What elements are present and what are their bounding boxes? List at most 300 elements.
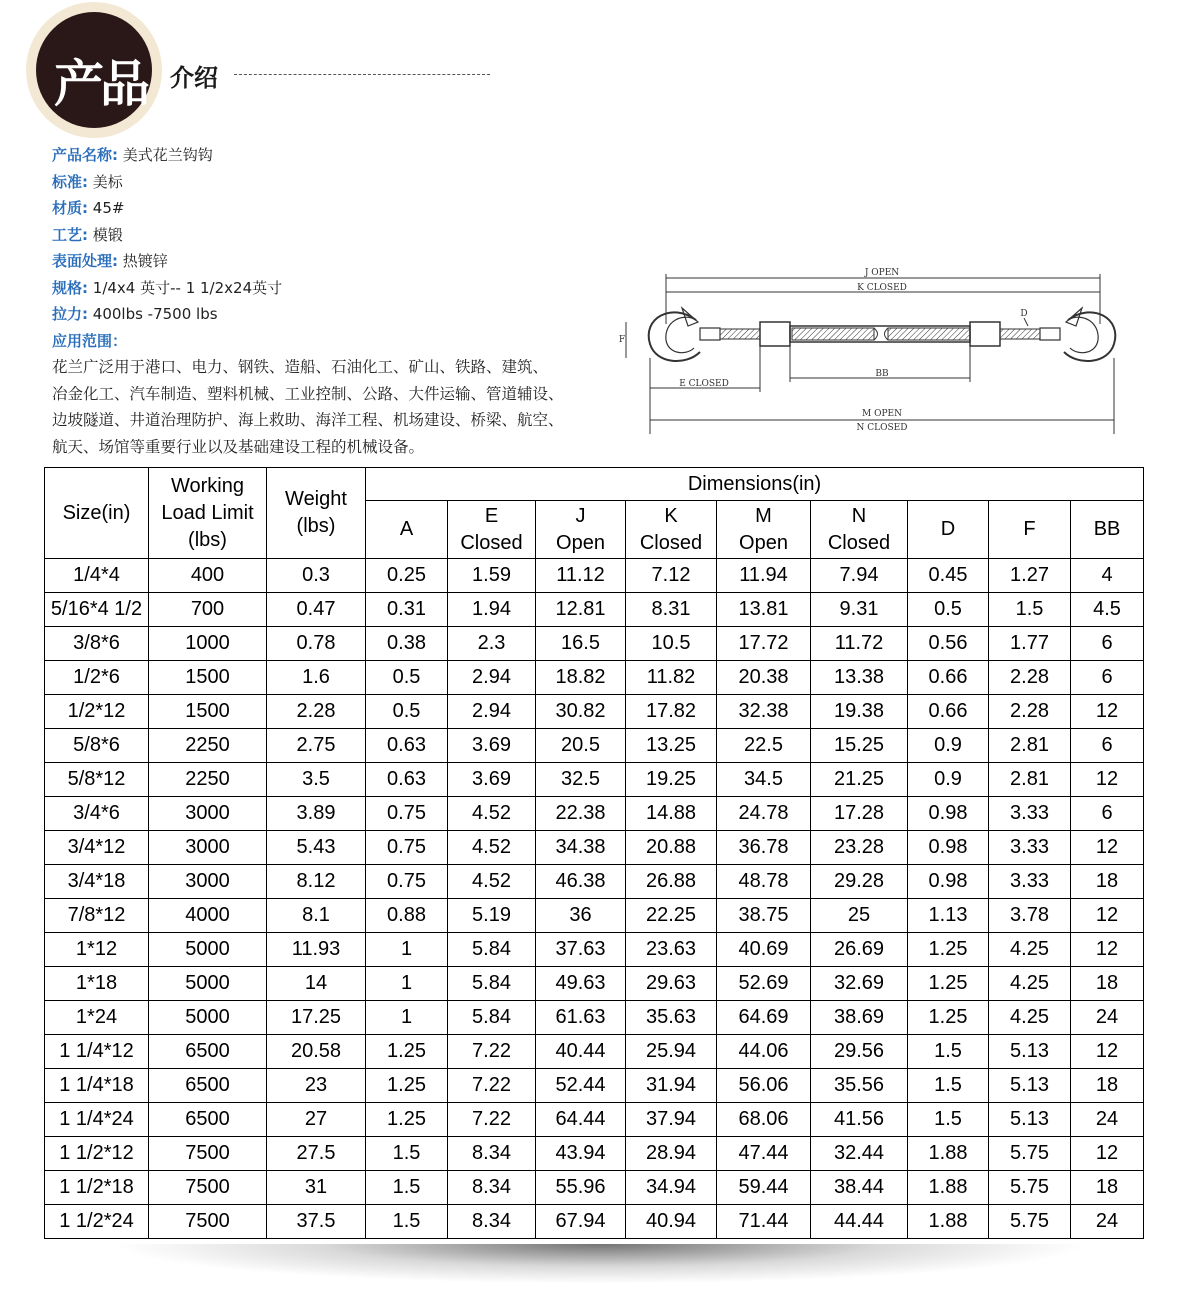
table-cell: 23.63: [626, 933, 717, 967]
table-cell: 36.78: [717, 831, 811, 865]
table-cell: 11.93: [267, 933, 366, 967]
info-row-tension: [52, 301, 612, 328]
table-cell: 34.38: [536, 831, 626, 865]
table-cell: 5.19: [448, 899, 536, 933]
table-cell: 12: [1071, 695, 1144, 729]
table-cell: 2.81: [989, 763, 1071, 797]
header-line: M: [755, 504, 772, 527]
badge-circle: [36, 12, 152, 128]
header-dimensions: Dimensions(in): [366, 468, 1144, 501]
table-cell: 25: [811, 899, 908, 933]
body-left-end: [760, 322, 790, 346]
header-line: Open: [739, 531, 788, 554]
spec-table: [44, 467, 1144, 1239]
table-cell: 26.88: [626, 865, 717, 899]
table-cell: 5.13: [989, 1069, 1071, 1103]
table-cell: 7500: [149, 1137, 267, 1171]
table-cell: 1.88: [908, 1137, 989, 1171]
table-cell: 4.52: [448, 865, 536, 899]
left-hook: [649, 312, 700, 361]
info-row-spec: [52, 275, 612, 302]
header-line: N: [851, 504, 867, 527]
table-cell: 2.75: [267, 729, 366, 763]
table-cell: 1.25: [366, 1103, 448, 1137]
application-text: [52, 354, 612, 460]
table-cell: 27: [267, 1103, 366, 1137]
table-cell: 5.75: [989, 1205, 1071, 1239]
table-cell: 18: [1071, 967, 1144, 1001]
info-row-application: [52, 328, 612, 355]
table-cell: 6: [1071, 661, 1144, 695]
header-line: Open: [556, 531, 605, 554]
table-cell: 0.66: [908, 661, 989, 695]
header-line: Working: [171, 474, 244, 497]
table-cell: 1: [366, 967, 448, 1001]
table-cell: 52.44: [536, 1069, 626, 1103]
table-cell: 12.81: [536, 593, 626, 627]
table-row: [45, 729, 1144, 763]
table-cell: 32.38: [717, 695, 811, 729]
table-cell: 44.44: [811, 1205, 908, 1239]
table-cell: 1*18: [45, 967, 149, 1001]
table-cell: 11.82: [626, 661, 717, 695]
table-cell: 1 1/4*18: [45, 1069, 149, 1103]
table-cell: 1.27: [989, 559, 1071, 593]
table-cell: 29.28: [811, 865, 908, 899]
table-cell: 0.5: [366, 695, 448, 729]
table-cell: 32.44: [811, 1137, 908, 1171]
table-cell: 1500: [149, 661, 267, 695]
table-cell: 36: [536, 899, 626, 933]
table-cell: 37.63: [536, 933, 626, 967]
table-cell: 35.56: [811, 1069, 908, 1103]
table-cell: 11.94: [717, 559, 811, 593]
table-cell: 5000: [149, 967, 267, 1001]
badge-text: 产品: [54, 55, 146, 113]
table-cell: 31: [267, 1171, 366, 1205]
table-cell: 8.34: [448, 1205, 536, 1239]
table-cell: 1.5: [908, 1069, 989, 1103]
table-cell: 5.84: [448, 933, 536, 967]
label-f: F: [618, 335, 626, 345]
table-cell: 0.45: [908, 559, 989, 593]
table-cell: 2.94: [448, 695, 536, 729]
table-cell: 3/4*18: [45, 865, 149, 899]
info-row-material: [52, 195, 612, 222]
table-cell: 7.22: [448, 1103, 536, 1137]
table-cell: 12: [1071, 1137, 1144, 1171]
label-bb: BB: [875, 369, 889, 379]
bottom-shadow: [110, 1244, 1090, 1284]
table-row: [45, 627, 1144, 661]
table-cell: 400: [149, 559, 267, 593]
table-cell: 5.13: [989, 1103, 1071, 1137]
header-line: J: [575, 504, 586, 527]
table-cell: 49.63: [536, 967, 626, 1001]
table-cell: 23.28: [811, 831, 908, 865]
header-line: (lbs): [188, 528, 227, 551]
table-cell: 29.63: [626, 967, 717, 1001]
table-cell: 18: [1071, 865, 1144, 899]
table-cell: 1500: [149, 695, 267, 729]
table-cell: 1.59: [448, 559, 536, 593]
table-cell: 1 1/2*12: [45, 1137, 149, 1171]
table-cell: 1.25: [908, 967, 989, 1001]
label-m-open: M OPEN: [862, 409, 902, 419]
section-title: 介绍: [170, 64, 218, 92]
table-cell: 56.06: [717, 1069, 811, 1103]
header-line: E: [484, 504, 499, 527]
table-cell: 4.25: [989, 967, 1071, 1001]
table-cell: 1.6: [267, 661, 366, 695]
table-cell: 1.25: [908, 1001, 989, 1035]
table-cell: 7/8*12: [45, 899, 149, 933]
table-cell: 0.98: [908, 865, 989, 899]
header-line: K: [664, 504, 678, 527]
table-cell: 46.38: [536, 865, 626, 899]
table-cell: 0.47: [267, 593, 366, 627]
info-row-surface: [52, 248, 612, 275]
table-cell: 38.44: [811, 1171, 908, 1205]
table-cell: 1 1/4*24: [45, 1103, 149, 1137]
product-info: [52, 142, 612, 460]
table-cell: 24: [1071, 1205, 1144, 1239]
table-cell: 3.5: [267, 763, 366, 797]
table-cell: 1*12: [45, 933, 149, 967]
table-cell: 9.31: [811, 593, 908, 627]
table-cell: 32.69: [811, 967, 908, 1001]
table-cell: 24: [1071, 1001, 1144, 1035]
table-cell: 7.22: [448, 1035, 536, 1069]
table-cell: 48.78: [717, 865, 811, 899]
table-cell: 5.75: [989, 1137, 1071, 1171]
table-cell: 8.31: [626, 593, 717, 627]
table-cell: 0.75: [366, 797, 448, 831]
table-cell: 11.12: [536, 559, 626, 593]
table-cell: 8.1: [267, 899, 366, 933]
table-cell: 3.69: [448, 763, 536, 797]
table-cell: 12: [1071, 763, 1144, 797]
info-row-standard: [52, 169, 612, 196]
info-label: 材质:: [52, 199, 88, 217]
table-row: [45, 1171, 1144, 1205]
table-cell: 0.5: [366, 661, 448, 695]
table-cell: 5000: [149, 1001, 267, 1035]
header-line: BB: [1093, 518, 1121, 540]
table-row: [45, 831, 1144, 865]
table-cell: 17.25: [267, 1001, 366, 1035]
header-line: F: [1023, 518, 1036, 540]
label-e-closed: E CLOSED: [679, 379, 729, 389]
table-cell: 5/8*6: [45, 729, 149, 763]
info-label: 工艺:: [52, 225, 88, 244]
table-row: [45, 933, 1144, 967]
table-cell: 5.84: [448, 1001, 536, 1035]
application-line: 航天、场馆等重要行业以及基础建设工程的机械设备。: [52, 437, 425, 456]
info-label: 表面处理:: [52, 252, 118, 270]
info-label: 拉力:: [52, 305, 88, 323]
table-cell: 2.94: [448, 661, 536, 695]
header-line: Weight: [285, 488, 347, 510]
table-row: [45, 695, 1144, 729]
table-cell: 3/8*6: [45, 627, 149, 661]
turnbuckle-diagram: [612, 262, 1152, 442]
table-cell: 4.52: [448, 831, 536, 865]
table-cell: 4.5: [1071, 593, 1144, 627]
info-label: 规格:: [52, 278, 88, 297]
header-dim-f: [989, 501, 1071, 559]
table-cell: 0.63: [366, 763, 448, 797]
table-cell: 13.38: [811, 661, 908, 695]
table-cell: 7500: [149, 1171, 267, 1205]
table-cell: 7.94: [811, 559, 908, 593]
table-cell: 1.88: [908, 1171, 989, 1205]
info-value: 45#: [92, 199, 125, 217]
table-cell: 14.88: [626, 797, 717, 831]
table-cell: 6500: [149, 1103, 267, 1137]
header-dim-bb: [1071, 501, 1144, 559]
table-cell: 24: [1071, 1103, 1144, 1137]
table-cell: 1.77: [989, 627, 1071, 661]
table-cell: 0.5: [908, 593, 989, 627]
table-cell: 0.63: [366, 729, 448, 763]
table-cell: 2.28: [989, 661, 1071, 695]
table-cell: 43.94: [536, 1137, 626, 1171]
table-cell: 34.94: [626, 1171, 717, 1205]
table-row: [45, 1069, 1144, 1103]
table-cell: 47.44: [717, 1137, 811, 1171]
header-dim-k: [626, 501, 717, 559]
table-cell: 0.98: [908, 797, 989, 831]
table-cell: 15.25: [811, 729, 908, 763]
table-cell: 1.5: [366, 1137, 448, 1171]
info-value: 模锻: [92, 225, 123, 244]
table-row: [45, 899, 1144, 933]
info-value: 美标: [92, 172, 123, 191]
table-cell: 5000: [149, 933, 267, 967]
table-cell: 20.5: [536, 729, 626, 763]
product-badge: [26, 2, 162, 138]
table-cell: 1.88: [908, 1205, 989, 1239]
table-cell: 6: [1071, 797, 1144, 831]
header-dim-d: [908, 501, 989, 559]
table-cell: 1: [366, 1001, 448, 1035]
header-dim-m: [717, 501, 811, 559]
table-cell: 2.3: [448, 627, 536, 661]
table-cell: 0.38: [366, 627, 448, 661]
table-row: [45, 1035, 1144, 1069]
table-cell: 5/8*12: [45, 763, 149, 797]
table-cell: 5/16*4 1/2: [45, 593, 149, 627]
table-cell: 3000: [149, 797, 267, 831]
table-cell: 13.81: [717, 593, 811, 627]
table-cell: 3.78: [989, 899, 1071, 933]
table-cell: 0.75: [366, 831, 448, 865]
label-n-closed: N CLOSED: [856, 423, 908, 433]
table-cell: 2250: [149, 763, 267, 797]
table-cell: 6: [1071, 627, 1144, 661]
table-cell: 2250: [149, 729, 267, 763]
table-cell: 59.44: [717, 1171, 811, 1205]
table-row: [45, 559, 1144, 593]
table-cell: 20.88: [626, 831, 717, 865]
table-cell: 8.34: [448, 1137, 536, 1171]
table-cell: 30.82: [536, 695, 626, 729]
table-cell: 4000: [149, 899, 267, 933]
table-cell: 4.52: [448, 797, 536, 831]
table-cell: 1.5: [366, 1205, 448, 1239]
table-cell: 52.69: [717, 967, 811, 1001]
table-cell: 3/4*6: [45, 797, 149, 831]
table-cell: 1/4*4: [45, 559, 149, 593]
table-cell: 3.89: [267, 797, 366, 831]
table-row: [45, 593, 1144, 627]
table-row: [45, 1001, 1144, 1035]
table-cell: 0.66: [908, 695, 989, 729]
table-cell: 64.69: [717, 1001, 811, 1035]
table-cell: 31.94: [626, 1069, 717, 1103]
table-cell: 25.94: [626, 1035, 717, 1069]
table-cell: 4: [1071, 559, 1144, 593]
table-cell: 41.56: [811, 1103, 908, 1137]
table-cell: 0.88: [366, 899, 448, 933]
header-dim-e: [448, 501, 536, 559]
table-cell: 1.13: [908, 899, 989, 933]
table-cell: 61.63: [536, 1001, 626, 1035]
label-k-closed: K CLOSED: [857, 283, 907, 293]
table-cell: 700: [149, 593, 267, 627]
table-cell: 1/2*6: [45, 661, 149, 695]
table-cell: 18: [1071, 1069, 1144, 1103]
table-row: [45, 1205, 1144, 1239]
table-cell: 26.69: [811, 933, 908, 967]
table-cell: 14: [267, 967, 366, 1001]
table-cell: 12: [1071, 899, 1144, 933]
table-cell: 0.75: [366, 865, 448, 899]
info-label: 产品名称:: [52, 146, 118, 164]
table-cell: 2.28: [267, 695, 366, 729]
label-d: D: [1020, 309, 1028, 319]
header-dim-j: [536, 501, 626, 559]
table-cell: 19.38: [811, 695, 908, 729]
table-cell: 6500: [149, 1069, 267, 1103]
table-cell: 1.5: [908, 1103, 989, 1137]
table-row: [45, 967, 1144, 1001]
table-cell: 37.94: [626, 1103, 717, 1137]
info-value: 1/4x4 英寸-- 1 1/2x24英寸: [92, 278, 283, 297]
header-dim-a: [366, 501, 448, 559]
label-j-open: J OPEN: [864, 268, 900, 278]
table-cell: 4.25: [989, 1001, 1071, 1035]
info-label: 标准:: [52, 172, 88, 191]
table-cell: 17.82: [626, 695, 717, 729]
header-line: A: [399, 518, 414, 540]
table-cell: 3/4*12: [45, 831, 149, 865]
info-row-name: [52, 142, 612, 169]
table-cell: 3000: [149, 865, 267, 899]
table-cell: 17.72: [717, 627, 811, 661]
table-cell: 10.5: [626, 627, 717, 661]
table-cell: 3.33: [989, 831, 1071, 865]
header-line: Load Limit: [161, 501, 254, 524]
table-cell: 4.25: [989, 933, 1071, 967]
table-cell: 5.75: [989, 1171, 1071, 1205]
table-cell: 7.12: [626, 559, 717, 593]
table-cell: 17.28: [811, 797, 908, 831]
header-line: Closed: [460, 531, 523, 554]
info-label: 应用范围：: [52, 331, 128, 350]
table-cell: 27.5: [267, 1137, 366, 1171]
header-dim-n: [811, 501, 908, 559]
table-cell: 1/2*12: [45, 695, 149, 729]
table-cell: 3.69: [448, 729, 536, 763]
header-wll: [149, 468, 267, 559]
table-cell: 44.06: [717, 1035, 811, 1069]
table-cell: 5.43: [267, 831, 366, 865]
table-row: [45, 797, 1144, 831]
table-cell: 68.06: [717, 1103, 811, 1137]
table-cell: 0.25: [366, 559, 448, 593]
table-cell: 7500: [149, 1205, 267, 1239]
table-cell: 1 1/4*12: [45, 1035, 149, 1069]
header-line: D: [940, 518, 956, 540]
table-cell: 0.3: [267, 559, 366, 593]
table-cell: 32.5: [536, 763, 626, 797]
table-cell: 34.5: [717, 763, 811, 797]
table-cell: 1*24: [45, 1001, 149, 1035]
table-cell: 18: [1071, 1171, 1144, 1205]
table-cell: 40.94: [626, 1205, 717, 1239]
table-cell: 38.69: [811, 1001, 908, 1035]
table-cell: 12: [1071, 1035, 1144, 1069]
table-cell: 64.44: [536, 1103, 626, 1137]
table-cell: 20.38: [717, 661, 811, 695]
table-cell: 7.22: [448, 1069, 536, 1103]
table-cell: 22.5: [717, 729, 811, 763]
info-value: 美式花兰钩钩: [122, 146, 213, 164]
table-cell: 1 1/2*24: [45, 1205, 149, 1239]
table-cell: 1 1/2*18: [45, 1171, 149, 1205]
table-cell: 0.31: [366, 593, 448, 627]
table-cell: 22.25: [626, 899, 717, 933]
table-cell: 3.33: [989, 865, 1071, 899]
table-cell: 1.25: [366, 1035, 448, 1069]
table-cell: 40.44: [536, 1035, 626, 1069]
table-cell: 55.96: [536, 1171, 626, 1205]
table-cell: 22.38: [536, 797, 626, 831]
header-line: Closed: [639, 531, 703, 554]
table-cell: 38.75: [717, 899, 811, 933]
application-line: 花兰广泛用于港口、电力、钢铁、造船、石油化工、矿山、铁路、建筑、: [52, 358, 549, 376]
table-row: [45, 1137, 1144, 1171]
table-cell: 1.25: [908, 933, 989, 967]
table-cell: 8.12: [267, 865, 366, 899]
table-row: [45, 763, 1144, 797]
table-body: [45, 559, 1144, 1239]
table-cell: 35.63: [626, 1001, 717, 1035]
table-cell: 12: [1071, 933, 1144, 967]
table-cell: 1.5: [908, 1035, 989, 1069]
table-cell: 67.94: [536, 1205, 626, 1239]
info-row-process: [52, 222, 612, 249]
table-cell: 1.25: [366, 1069, 448, 1103]
table-cell: 2.81: [989, 729, 1071, 763]
title-divider: [234, 74, 490, 75]
table-cell: 0.56: [908, 627, 989, 661]
table-cell: 40.69: [717, 933, 811, 967]
header-line: Closed: [827, 531, 891, 554]
right-hook: [1064, 312, 1115, 361]
